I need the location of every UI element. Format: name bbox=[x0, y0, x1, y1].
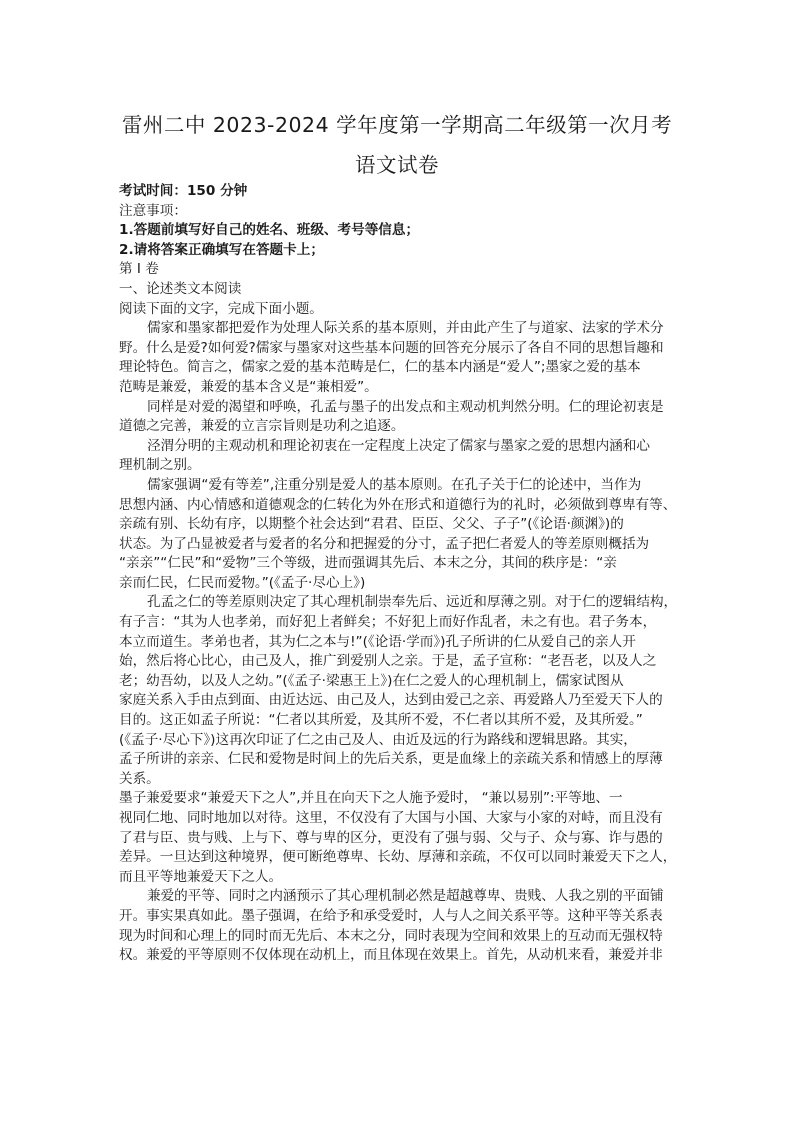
exam-info-line: 第 I 卷 bbox=[119, 261, 159, 278]
passage-line: 有子言：“其为人也孝弟，而好犯上者鲜矣；不好犯上而好作乱者，未之有也。君子务本， bbox=[119, 614, 657, 631]
passage-line: 本立而道生。孝弟也者，其为仁之本与!”(《论语·学而》)孔子所讲的仁从爱自己的亲人开 bbox=[119, 633, 636, 650]
passage-line: 道德之完善，兼爱的立言宗旨则是功利之追逐。 bbox=[119, 418, 405, 435]
passage-line: 理机制之别。 bbox=[119, 457, 201, 474]
passage-line: 范畴是兼爱，兼爱的基本含义是“兼相爱”。 bbox=[119, 378, 378, 395]
passage-line: 差异。一旦达到这种境界，便可断绝尊卑、长幼、厚薄和亲疏，不仅可以同时兼爱天下之人， bbox=[119, 849, 677, 866]
passage-line: (《孟子·尽心下》)这再次印证了仁之由己及人、由近及远的行为路线和逻辑思路。其实， bbox=[119, 731, 637, 748]
passage-line: 而且平等地兼爱天下之人。 bbox=[119, 868, 283, 885]
passage-line: 始，然后将心比心，由己及人，推广到爱别人之亲。于是，孟子宣称：“老吾老，以及人之 bbox=[119, 653, 657, 670]
reading-passage bbox=[119, 319, 679, 966]
exam-info-line: 注意事项： bbox=[119, 202, 187, 219]
passage-line: 墨子兼爱要求“兼爱天下之人”,并且在向天下之人施予爱时， “兼以易别”:平等地、一 bbox=[119, 790, 623, 807]
passage-line: 泾渭分明的主观动机和理论初衷在一定程度上决定了儒家与墨家之爱的思想内涵和心 bbox=[147, 437, 650, 454]
passage-line: 孟子所讲的亲亲、仁民和爱物是时间上的先后关系，更是血缘上的亲疏关系和情感上的厚薄 bbox=[119, 751, 663, 768]
passage-line: 思想内涵、内心情感和道德观念的仁转化为外在形式和道德行为的礼时，必须做到尊卑有等、 bbox=[119, 496, 677, 513]
passage-line: 野。什么是爱?如何爱?儒家与墨家对这些基本问题的回答充分展示了各自不同的思想旨趣和 bbox=[119, 339, 664, 356]
document-subtitle: 语文试卷 bbox=[355, 153, 439, 177]
passage-line: 状态。为了凸显被爱者与爱者的名分和把握爱的分寸，孟子把仁者爱人的等差原则概括为 bbox=[119, 535, 650, 552]
passage-line: 现为时间和心理上的同时而无先后、本末之分，同时表现为空间和效果上的互动而无强权特 bbox=[119, 927, 663, 944]
exam-info bbox=[119, 182, 679, 319]
passage-line: 亲而仁民，仁民而爱物。”(《孟子·尽心上》) bbox=[119, 574, 366, 591]
passage-line: 理论特色。简言之，儒家之爱的基本范畴是仁，仁的基本内涵是“爱人”;墨家之爱的基本 bbox=[119, 359, 641, 376]
passage-line: 老；幼吾幼，以及人之幼。”(《孟子·梁惠王上》)在仁之爱人的心理机制上，儒家试图从 bbox=[119, 672, 624, 689]
document-body bbox=[119, 182, 679, 966]
passage-line: 儒家强调“爱有等差”,注重分别是爱人的基本原则。在孔子关于仁的论述中，当作为 bbox=[147, 476, 642, 493]
exam-info-line: 阅读下面的文字，完成下面小题。 bbox=[119, 300, 323, 317]
passage-line: 同样是对爱的渴望和呼唤，孔孟与墨子的出发点和主观动机判然分明。仁的理论初衷是 bbox=[147, 398, 664, 415]
passage-line: 开。事实果真如此。墨子强调，在给予和承受爱时，人与人之间关系平等。这种平等关系表 bbox=[119, 907, 663, 924]
exam-info-line: 2.请将答案正确填写在答题卡上； bbox=[119, 241, 324, 258]
passage-line: “亲亲”“仁民”和“爱物”三个等级，进而强调其先后、本末之分，其间的秩序是：“亲 bbox=[119, 555, 617, 572]
exam-info-line: 考试时间：150 分钟 bbox=[119, 183, 248, 199]
passage-line: 权。兼爱的平等原则不仅体现在动机上，而且体现在效果上。首先，从动机来看，兼爱并非 bbox=[119, 947, 663, 964]
exam-info-line: 1.答题前填写好自己的姓名、班级、考号等信息； bbox=[119, 222, 420, 239]
passage-line: 兼爱的平等、同时之内涵预示了其心理机制必然是超越尊卑、贵贱、人我之别的平面铺 bbox=[147, 888, 664, 905]
passage-line: 了君与臣、贵与贱、上与下、尊与卑的区分，更没有了强与弱、父与子、众与寡、诈与愚的 bbox=[119, 829, 663, 846]
passage-line: 目的。这正如孟子所说：“仁者以其所爱，及其所不爱，不仁者以其所不爱，及其所爱。” bbox=[119, 712, 643, 729]
passage-line: 儒家和墨家都把爱作为处理人际关系的基本原则，并由此产生了与道家、法家的学术分 bbox=[147, 320, 664, 337]
document-title: 雷州二中 2023-2024 学年度第一学期高二年级第一次月考 bbox=[121, 113, 673, 137]
passage-line: 亲疏有别、长幼有序，以期整个社会达到“君君、臣臣、父父、子子”(《论语·颜渊》)的 bbox=[119, 516, 624, 533]
exam-info-line: 一、论述类文本阅读 bbox=[119, 280, 242, 297]
passage-line: 孔孟之仁的等差原则决定了其心理机制崇奉先后、远近和厚薄之别。对于仁的逻辑结构， bbox=[147, 594, 678, 611]
passage-line: 关系。 bbox=[119, 770, 160, 787]
passage-line: 家庭关系入手由点到面、由近达远、由己及人，达到由爱己之亲、再爱路人乃至爱天下人的 bbox=[119, 692, 663, 709]
passage-line: 视同仁地、同时地加以对待。这里，不仅没有了大国与小国、大家与小家的对峙，而且没有 bbox=[119, 810, 663, 826]
